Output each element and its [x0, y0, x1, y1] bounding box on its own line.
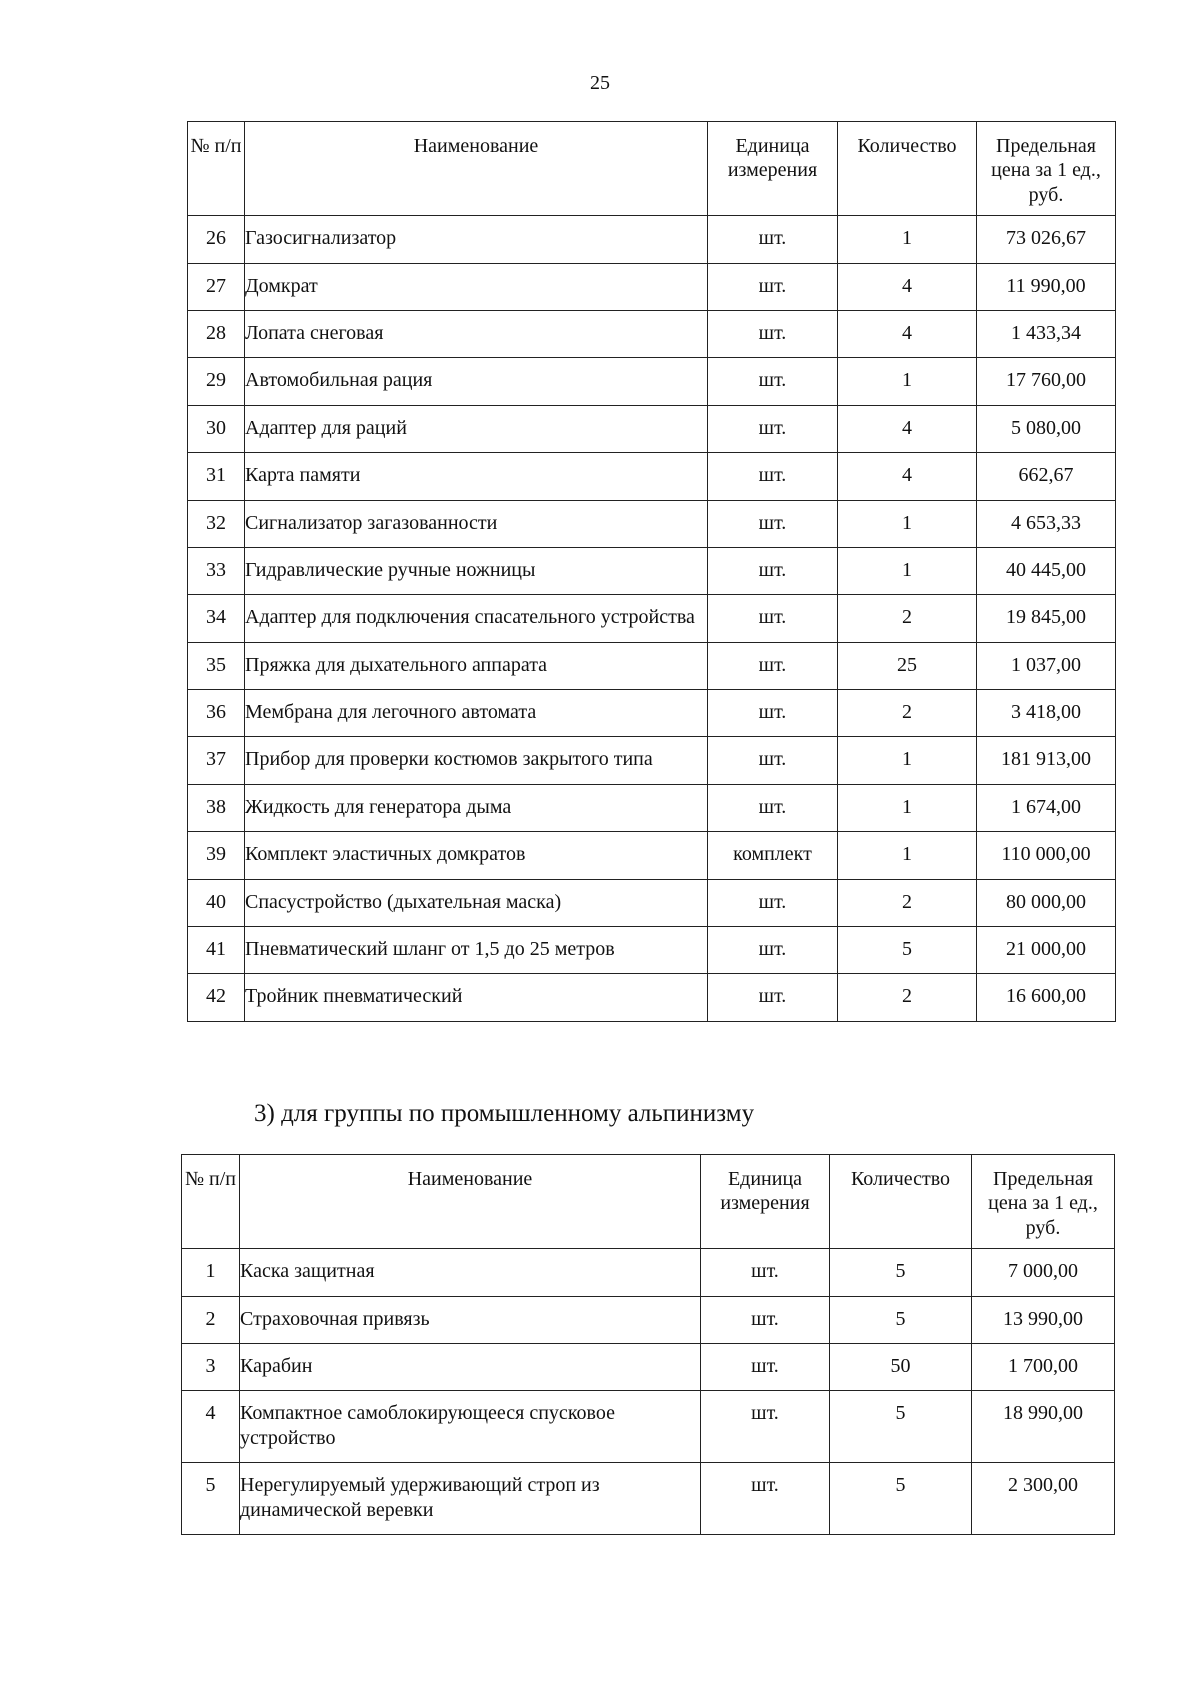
cell-num: 29	[188, 358, 245, 405]
cell-qty: 1	[838, 358, 977, 405]
column-header-price: Предельная цена за 1 ед., руб.	[977, 122, 1116, 216]
cell-unit: шт.	[701, 1391, 830, 1463]
cell-num: 27	[188, 263, 245, 310]
cell-price: 662,67	[977, 453, 1116, 500]
cell-qty: 1	[838, 784, 977, 831]
cell-num: 33	[188, 547, 245, 594]
cell-name: Адаптер для подключения спасательного устройства	[245, 595, 708, 642]
cell-num: 35	[188, 642, 245, 689]
cell-qty: 1	[838, 500, 977, 547]
cell-unit: шт.	[708, 879, 838, 926]
cell-unit: шт.	[708, 974, 838, 1021]
cell-num: 5	[182, 1463, 240, 1535]
cell-name: Пряжка для дыхательного аппарата	[245, 642, 708, 689]
cell-name: Пневматический шланг от 1,5 до 25 метров	[245, 927, 708, 974]
cell-unit: шт.	[708, 784, 838, 831]
cell-qty: 1	[838, 737, 977, 784]
cell-num: 39	[188, 832, 245, 879]
cell-unit: шт.	[708, 310, 838, 357]
cell-name: Карабин	[240, 1343, 701, 1390]
table-row	[188, 310, 1116, 357]
cell-name: Тройник пневматический	[245, 974, 708, 1021]
column-header-unit: Единица измерения	[708, 122, 838, 216]
table-row	[188, 547, 1116, 594]
table-row	[188, 927, 1116, 974]
cell-unit: шт.	[701, 1296, 830, 1343]
table-row	[188, 453, 1116, 500]
cell-qty: 1	[838, 216, 977, 263]
cell-name: Нерегулируемый удерживающий строп из динамической веревки	[240, 1463, 701, 1535]
table-body	[182, 1249, 1115, 1535]
cell-unit: шт.	[708, 358, 838, 405]
cell-name: Прибор для проверки костюмов закрытого типа	[245, 737, 708, 784]
cell-name: Мембрана для легочного автомата	[245, 690, 708, 737]
cell-price: 11 990,00	[977, 263, 1116, 310]
cell-qty: 5	[830, 1463, 972, 1535]
cell-price: 181 913,00	[977, 737, 1116, 784]
cell-unit: шт.	[701, 1249, 830, 1296]
table-row	[188, 879, 1116, 926]
table-header-row	[182, 1155, 1115, 1249]
table-row	[188, 690, 1116, 737]
column-header-price: Предельная цена за 1 ед., руб.	[972, 1155, 1115, 1249]
cell-num: 32	[188, 500, 245, 547]
cell-name: Газосигнализатор	[245, 216, 708, 263]
cell-price: 40 445,00	[977, 547, 1116, 594]
cell-unit: шт.	[708, 263, 838, 310]
column-header-name: Наименование	[240, 1155, 701, 1249]
cell-unit: шт.	[708, 690, 838, 737]
table-row	[182, 1249, 1115, 1296]
cell-price: 17 760,00	[977, 358, 1116, 405]
table-row	[188, 974, 1116, 1021]
cell-unit: шт.	[708, 453, 838, 500]
cell-unit: шт.	[708, 737, 838, 784]
cell-unit: шт.	[708, 500, 838, 547]
cell-qty: 1	[838, 547, 977, 594]
column-header-num: № п/п	[182, 1155, 240, 1249]
page-number: 25	[590, 72, 610, 94]
cell-qty: 4	[838, 405, 977, 452]
cell-num: 3	[182, 1343, 240, 1390]
cell-unit: шт.	[708, 405, 838, 452]
cell-num: 37	[188, 737, 245, 784]
cell-num: 31	[188, 453, 245, 500]
section-heading: 3) для группы по промышленному альпинизму	[254, 1100, 755, 1127]
cell-num: 26	[188, 216, 245, 263]
column-header-qty: Количество	[838, 122, 977, 216]
cell-price: 16 600,00	[977, 974, 1116, 1021]
cell-unit: шт.	[708, 927, 838, 974]
table-row	[188, 358, 1116, 405]
cell-price: 1 433,34	[977, 310, 1116, 357]
cell-name: Автомобильная рация	[245, 358, 708, 405]
table-row	[188, 500, 1116, 547]
table-row	[188, 642, 1116, 689]
cell-qty: 5	[830, 1249, 972, 1296]
table-row	[182, 1343, 1115, 1390]
cell-num: 38	[188, 784, 245, 831]
cell-price: 5 080,00	[977, 405, 1116, 452]
cell-price: 110 000,00	[977, 832, 1116, 879]
cell-price: 2 300,00	[972, 1463, 1115, 1535]
cell-num: 2	[182, 1296, 240, 1343]
cell-qty: 4	[838, 310, 977, 357]
cell-name: Компактное самоблокирующееся спусковое устройство	[240, 1391, 701, 1463]
cell-price: 80 000,00	[977, 879, 1116, 926]
cell-name: Страховочная привязь	[240, 1296, 701, 1343]
cell-qty: 1	[838, 832, 977, 879]
cell-name: Жидкость для генератора дыма	[245, 784, 708, 831]
cell-name: Сигнализатор загазованности	[245, 500, 708, 547]
cell-name: Каска защитная	[240, 1249, 701, 1296]
table-body	[188, 216, 1116, 1022]
cell-name: Спасустройство (дыхательная маска)	[245, 879, 708, 926]
table-row	[188, 737, 1116, 784]
cell-qty: 4	[838, 453, 977, 500]
table-row	[182, 1463, 1115, 1535]
cell-qty: 5	[830, 1391, 972, 1463]
cell-price: 3 418,00	[977, 690, 1116, 737]
table-row	[182, 1391, 1115, 1463]
cell-qty: 2	[838, 879, 977, 926]
column-header-unit: Единица измерения	[701, 1155, 830, 1249]
cell-name: Карта памяти	[245, 453, 708, 500]
cell-unit: шт.	[708, 547, 838, 594]
cell-unit: шт.	[708, 216, 838, 263]
cell-qty: 25	[838, 642, 977, 689]
column-header-name: Наименование	[245, 122, 708, 216]
cell-unit: шт.	[701, 1343, 830, 1390]
cell-unit: шт.	[708, 595, 838, 642]
cell-unit: шт.	[701, 1463, 830, 1535]
cell-qty: 50	[830, 1343, 972, 1390]
cell-qty: 2	[838, 974, 977, 1021]
cell-price: 19 845,00	[977, 595, 1116, 642]
cell-num: 28	[188, 310, 245, 357]
table-row	[188, 216, 1116, 263]
table-row	[188, 832, 1116, 879]
table-row	[188, 595, 1116, 642]
cell-name: Комплект эластичных домкратов	[245, 832, 708, 879]
column-header-qty: Количество	[830, 1155, 972, 1249]
table-row	[188, 263, 1116, 310]
cell-price: 4 653,33	[977, 500, 1116, 547]
table-header-row	[188, 122, 1116, 216]
cell-price: 13 990,00	[972, 1296, 1115, 1343]
cell-qty: 4	[838, 263, 977, 310]
cell-unit: комплект	[708, 832, 838, 879]
cell-num: 41	[188, 927, 245, 974]
cell-name: Домкрат	[245, 263, 708, 310]
cell-name: Гидравлические ручные ножницы	[245, 547, 708, 594]
cell-num: 42	[188, 974, 245, 1021]
cell-qty: 2	[838, 595, 977, 642]
cell-qty: 5	[838, 927, 977, 974]
table-row	[182, 1296, 1115, 1343]
cell-num: 40	[188, 879, 245, 926]
cell-price: 21 000,00	[977, 927, 1116, 974]
cell-qty: 5	[830, 1296, 972, 1343]
table-row	[188, 784, 1116, 831]
cell-qty: 2	[838, 690, 977, 737]
cell-price: 1 700,00	[972, 1343, 1115, 1390]
cell-unit: шт.	[708, 642, 838, 689]
cell-name: Лопата снеговая	[245, 310, 708, 357]
cell-num: 36	[188, 690, 245, 737]
cell-price: 73 026,67	[977, 216, 1116, 263]
column-header-num: № п/п	[188, 122, 245, 216]
cell-price: 7 000,00	[972, 1249, 1115, 1296]
cell-price: 18 990,00	[972, 1391, 1115, 1463]
cell-num: 4	[182, 1391, 240, 1463]
cell-num: 30	[188, 405, 245, 452]
equipment-table-2	[181, 1154, 1115, 1535]
equipment-table-1	[187, 121, 1116, 1022]
table-row	[188, 405, 1116, 452]
cell-price: 1 037,00	[977, 642, 1116, 689]
cell-name: Адаптер для раций	[245, 405, 708, 452]
cell-price: 1 674,00	[977, 784, 1116, 831]
cell-num: 1	[182, 1249, 240, 1296]
cell-num: 34	[188, 595, 245, 642]
